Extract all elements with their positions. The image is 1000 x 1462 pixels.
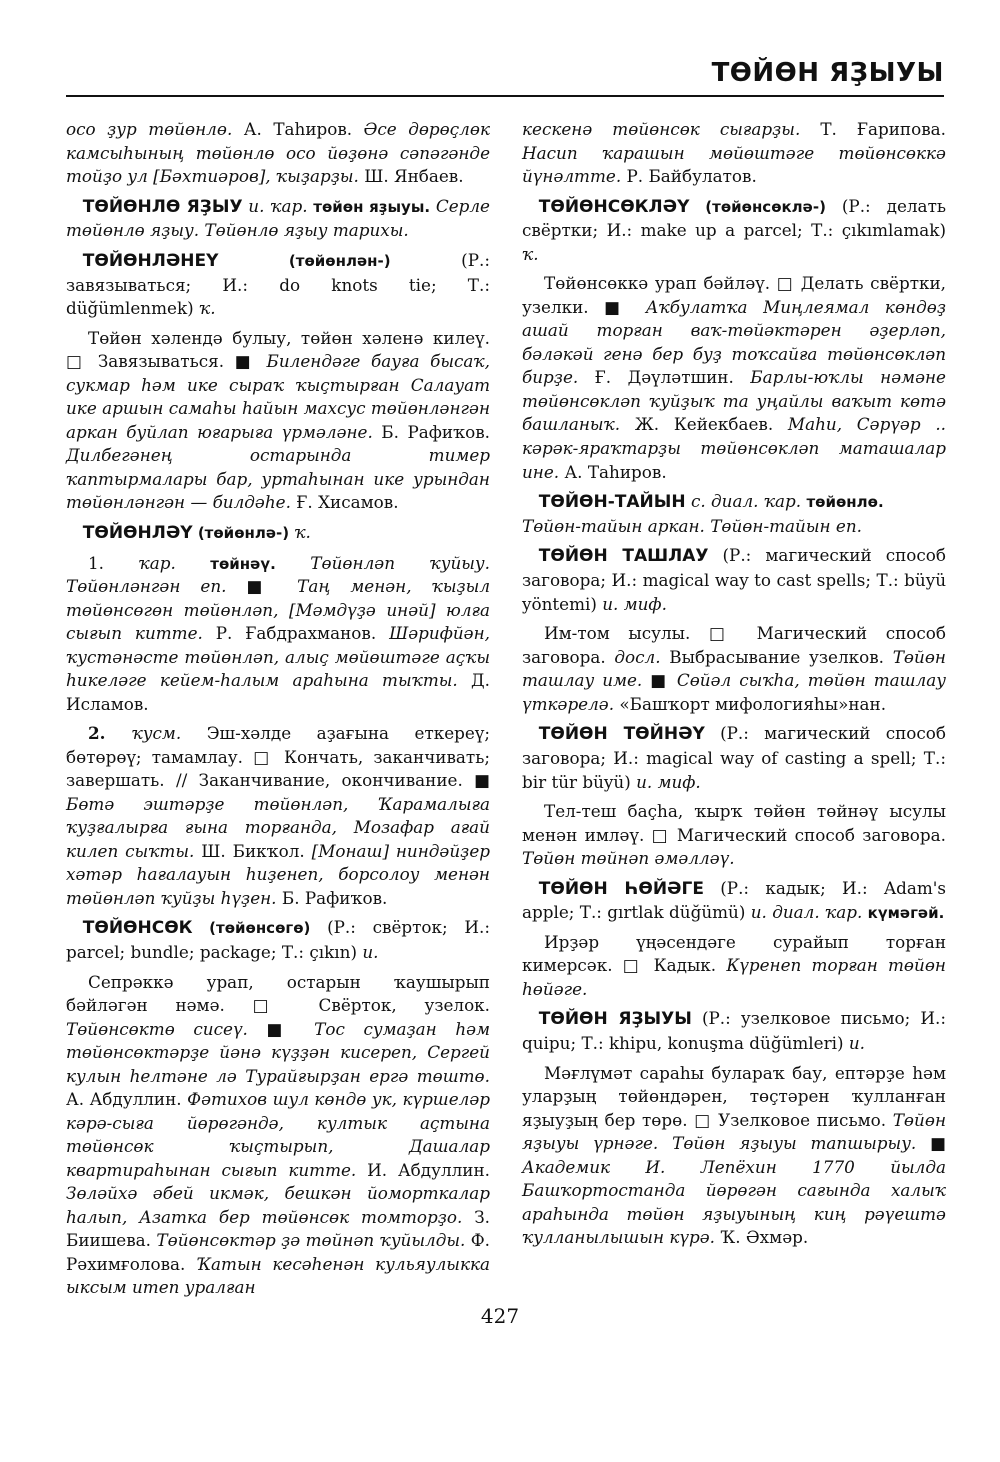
headword: ТӨЙӨНЛӘНЕҮ xyxy=(82,250,219,271)
source-citation: Ф. Рәхимғолова. xyxy=(66,1230,490,1274)
grammar-label: и. диал. ҡар. xyxy=(750,902,868,923)
cross-reference: күмәгәй. xyxy=(867,904,945,923)
example-text: Төйөн төйнәп әмәлләү. xyxy=(522,848,735,869)
continuation-paragraph xyxy=(522,118,946,189)
dictionary-entry xyxy=(522,544,946,616)
dictionary-entry xyxy=(522,490,946,538)
dictionary-entry xyxy=(66,916,490,964)
definition-text: Мәғлүмәт сараһы булараҡ бау, ептәрҙе һәм уларҙың төйөндәрен, төҫтәрен ҡулланған яҙыуҙың бер төрө. □ Узелковое письмо. xyxy=(522,1062,946,1130)
dictionary-entry xyxy=(522,722,946,794)
stem-form: (төйөнлән-) xyxy=(218,251,391,270)
grammar-label: и. xyxy=(362,942,379,963)
running-head: ТӨЙӨН ЯҘЫУЫ xyxy=(711,58,944,88)
stem-form: (төйөнсөклә-) xyxy=(689,197,826,216)
source-citation: З. Биишева. xyxy=(66,1206,490,1251)
definition-paragraph xyxy=(522,272,946,484)
grammar-label: и. xyxy=(848,1033,866,1054)
example-text: Төйөн-тайын аркан. Төйөн-тайын еп. xyxy=(522,515,862,536)
grammar-label: ҡ. xyxy=(294,521,311,542)
headword: ТӨЙӨНСӨКЛӘҮ xyxy=(538,196,690,217)
definition-paragraph xyxy=(522,800,946,871)
example-text: Билендәге бауға бысаҡ, сукмар һәм ике сыраҡ ҡыҫтырған Салауат ике аршын самаһы һайын махсус төйөнләнгән аркан буйлап юғарыға үрмәләне. xyxy=(66,351,490,442)
source-citation: «Башҡорт мифологияһы»нан. xyxy=(614,693,887,714)
source-citation: И. Абдуллин. xyxy=(356,1159,491,1180)
continuation-paragraph xyxy=(66,118,490,189)
example-text: кескенә төйөнсөк сығарҙы. xyxy=(522,119,801,139)
example-text: Әсе дөрөҫлөк камсыһының төйөнлө осо йөҙөнә сәпәгәнде тойҙо ул [Бәхтиәров], ҡыҙарҙы. xyxy=(66,119,490,187)
stem-form: (төйөнсөгө) xyxy=(192,919,311,938)
example-text: Бөтә эштәрҙе төйөнләп, Ҡарамалыға ҡуҙғалырға ғына торғанда, Мозафар ағай килеп сыҡты. xyxy=(66,793,490,861)
definition-text: Тел-теш баҫһа, ҡырҡ төйөн төйнәү ысулы менән имләү. □ Магический способ заговора. xyxy=(522,801,946,845)
translations: (Р.: кадык; И.: Adam's apple; Т.: gırtlak düğümü) xyxy=(522,877,946,923)
translations: (Р.: узелковое письмо; И.: quipu; Т.: khipu, konuşma düğümleri) xyxy=(522,1008,946,1054)
translations: (Р.: магический способ заговора; И.: magical way of casting a spell; Т.: bir tür büyü) xyxy=(522,723,947,792)
dictionary-entry xyxy=(522,877,946,925)
source-citation: А. Абдуллин. xyxy=(66,1089,188,1110)
translations: (Р.: свёрток; И.: parcel; bundle; package; Т.: çıkın) xyxy=(66,917,490,963)
source-citation: Ҡ. Әхмәр. xyxy=(714,1227,809,1248)
source-citation: Ш. Янбаев. xyxy=(358,166,464,187)
dictionary-entry xyxy=(66,521,490,546)
example-text: Төйөн яҙыуы үрнәге. Төйөн яҙыуы тапшырыу. ■ Академик И. Лепёхин 1770 йылда Башҡортостанда йөрөгән сағында халыҡ араһында төйөн яҙыуының киң рәүештә ҡулланылышын күрә. xyxy=(522,1109,946,1248)
grammar-label: ҡ. xyxy=(522,243,539,264)
definition-text: Ирҙәр үңәсендәге сурайып торған кимерсәк. □ Кадык. xyxy=(522,931,946,976)
definition-text: Эш-хәлде аҙағына еткереү; бөтөрөү; тамамлау. □ Кончать, заканчивать; завершать. // Заканчивание, окончивание. ■ xyxy=(66,723,490,791)
headword: ТӨЙӨНСӨК xyxy=(82,918,193,939)
grammar-label: и. ҡар. xyxy=(242,195,314,216)
definition-paragraph xyxy=(66,971,490,1300)
example-text: Серле төйөнлө яҙыу. Төйөнлө яҙыу тарихы. xyxy=(66,195,490,241)
grammar-label: и. миф. xyxy=(602,593,667,614)
example-text: Барлы-юҡлы нәмәне төйөнсөкләп ҡуйҙыҡ та уңайлы ваҡыт көтә башланыҡ. xyxy=(522,367,946,435)
example-text: Шәрифйән, ҡустәнәсте төйөнләп, алыҫ мөйөштәге аҫҡы һикеләге кейем-һалым араһына тыҡты. xyxy=(66,623,490,691)
source-citation: Б. Рафиҡов. xyxy=(276,887,388,908)
right-column xyxy=(522,118,946,1256)
dictionary-entry xyxy=(522,1007,946,1055)
stem-form: (төйөнлә-) xyxy=(192,523,295,542)
source-citation: Т. Ғарипова. xyxy=(800,119,946,139)
example-text: Дилбегәнең остарында тимер ҡаптырмалары бар, уртаһынан ике урындан төйөнләнгән — билдәһе. xyxy=(66,445,490,513)
definition-text: Сепрәккә урап, остарын ҡаушырып бәйләгән нәмә. □ Свёрток, узелок. xyxy=(66,971,490,1016)
cross-reference: төйөнлө. xyxy=(806,493,884,512)
sense-2 xyxy=(66,722,490,910)
definition-paragraph xyxy=(522,1062,946,1250)
cross-reference: төйөн яҙыуы. xyxy=(313,197,431,216)
grammar-label: ҡ. xyxy=(199,298,216,319)
headword: ТӨЙӨН ТАШЛАУ xyxy=(538,546,709,567)
definition-paragraph xyxy=(522,622,946,716)
grammar-label: и. миф. xyxy=(636,771,701,792)
translations: (Р.: завязываться; И.: do knots tie; Т.: düğümlenmek) xyxy=(66,249,490,319)
cross-reference: төйнәү. xyxy=(210,554,276,573)
example-text: Күренеп торған төйөн һөйәге. xyxy=(522,955,946,999)
sense-1 xyxy=(66,552,490,717)
dictionary-entry xyxy=(522,195,946,267)
definition-text: Төйөнсөккә урап бәйләү. □ Делать свёртки, узелки. ■ xyxy=(522,273,946,317)
grammar-label: ҡар. xyxy=(138,552,211,573)
grammar-label: с. диал. ҡар. xyxy=(685,491,807,512)
headword: ТӨЙӨН ҺӨЙӘГЕ xyxy=(538,878,704,899)
sense-number: 1. xyxy=(88,552,139,573)
definition-text: Им-том ысулы. □ Магический способ заговора. xyxy=(522,623,946,667)
example-text: Төйөнсөктө сисеү. ■ Тос сумаҙан һәм төйөнсөктәрҙе йәнә күҙҙән кисереп, Сергей кулын һелтәне лә Турайғырҙан ергә төштө. xyxy=(66,1018,490,1086)
example-text: Төйөнләп ҡуйыу. Төйөнләнгән еп. ■ Таң менән, ҡыҙыл төйөнсөгөн төйөнләп, [Мәмдүҙә инәй] юлға сығып китте. xyxy=(66,552,490,644)
example-text: Фәтихов шул көндө ук, күршеләр кәрә-сыға йөрөгәндә, култык аҫтына төйөнсөк ҡыҫтырып, Дашалар квартираһынан сығып китте. xyxy=(66,1089,490,1180)
source-citation: Ғ. Дәүләтшин. xyxy=(578,367,751,388)
example-text: Төйөн ташлау име. ■ Сөйәл сыҡһа, төйөн ташлау үткәрелә. xyxy=(522,646,946,714)
definition-paragraph xyxy=(66,327,490,515)
example-text: Зөләйхә әбей икмәк, бешкән йоморткалар һалып, Азатка бер төйөнсөк томторҙо. xyxy=(66,1183,490,1227)
source-citation: Ш. Бикҡол. xyxy=(194,840,312,861)
source-citation: Р. Байбулатов. xyxy=(621,166,757,187)
example-text: Насип ҡарашын мөйөштәге төйөнсөккә йүнәлтте. xyxy=(522,142,946,187)
definition-paragraph xyxy=(522,931,946,1002)
translations: (Р.: магический способ заговора; И.: magical way to cast spells; Т.: büyü yöntemi) xyxy=(522,545,946,614)
headword: ТӨЙӨНЛӨ ЯҘЫУ xyxy=(82,196,243,217)
example-text: Аҡбулатҡа Миңлеямал көндөҙ ашай торған ваҡ-төйәктәрен әҙерләп, бәләкәй генә бер буҙ тоҡсайға төйөнсөкләп бирҙе. xyxy=(522,296,946,388)
source-citation: А. Таһиров. xyxy=(232,119,364,139)
example-text: Маһи, Сәрүәр .. кәрәк-яраҡтарҙы төйөнсөкләп маташалар ине. xyxy=(522,414,946,482)
translations: (Р.: делать свёртки; И.: make up a parcel; Т.: çıkımlamak) xyxy=(522,195,946,241)
source-citation: Д. Исламов. xyxy=(66,670,490,714)
example-text: Ҡатын кесәһенән кульяулыкка ыксым итеп уралған xyxy=(66,1253,490,1298)
headword: ТӨЙӨН ЯҘЫУЫ xyxy=(538,1009,692,1030)
headword: ТӨЙӨНЛӘҮ xyxy=(82,522,193,543)
headword: ТӨЙӨН-ТАЙЫН xyxy=(538,492,686,513)
example-text: [Монаш] ниндәйҙер хәтәр һағалауын һиҙенеп, борсолоу менән төйөнләп ҡуйҙы һүҙен. xyxy=(66,840,490,908)
grammar-label: досл. xyxy=(614,646,661,667)
example-text: Төйөнсөктәр ҙә төйнәп ҡуйылды. xyxy=(156,1230,466,1251)
grammar-label: ҡусм. xyxy=(131,723,182,744)
dictionary-entry xyxy=(66,249,490,321)
dictionary-entry xyxy=(66,195,490,243)
sense-number: 2. xyxy=(88,723,132,744)
definition-text: Выбрасывание узелков. xyxy=(660,646,893,667)
example-text: осо ҙур төйөнлө. xyxy=(66,119,233,139)
left-column xyxy=(66,118,490,1306)
source-citation: А. Таһиров. xyxy=(559,461,667,482)
source-citation: Р. Ғабдрахманов. xyxy=(202,623,390,644)
page-number: 427 xyxy=(480,1304,520,1328)
source-citation: Ж. Кейекбаев. xyxy=(620,414,788,435)
source-citation: Ғ. Хисамов. xyxy=(290,492,399,513)
header-rule xyxy=(66,95,944,97)
headword: ТӨЙӨН ТӨЙНӘҮ xyxy=(538,724,705,745)
source-citation: Б. Рафиҡов. xyxy=(372,421,490,442)
definition-text: Төйөн хәлендә булыу, төйөн хәленә килеү. □ Завязываться. ■ xyxy=(66,327,490,372)
